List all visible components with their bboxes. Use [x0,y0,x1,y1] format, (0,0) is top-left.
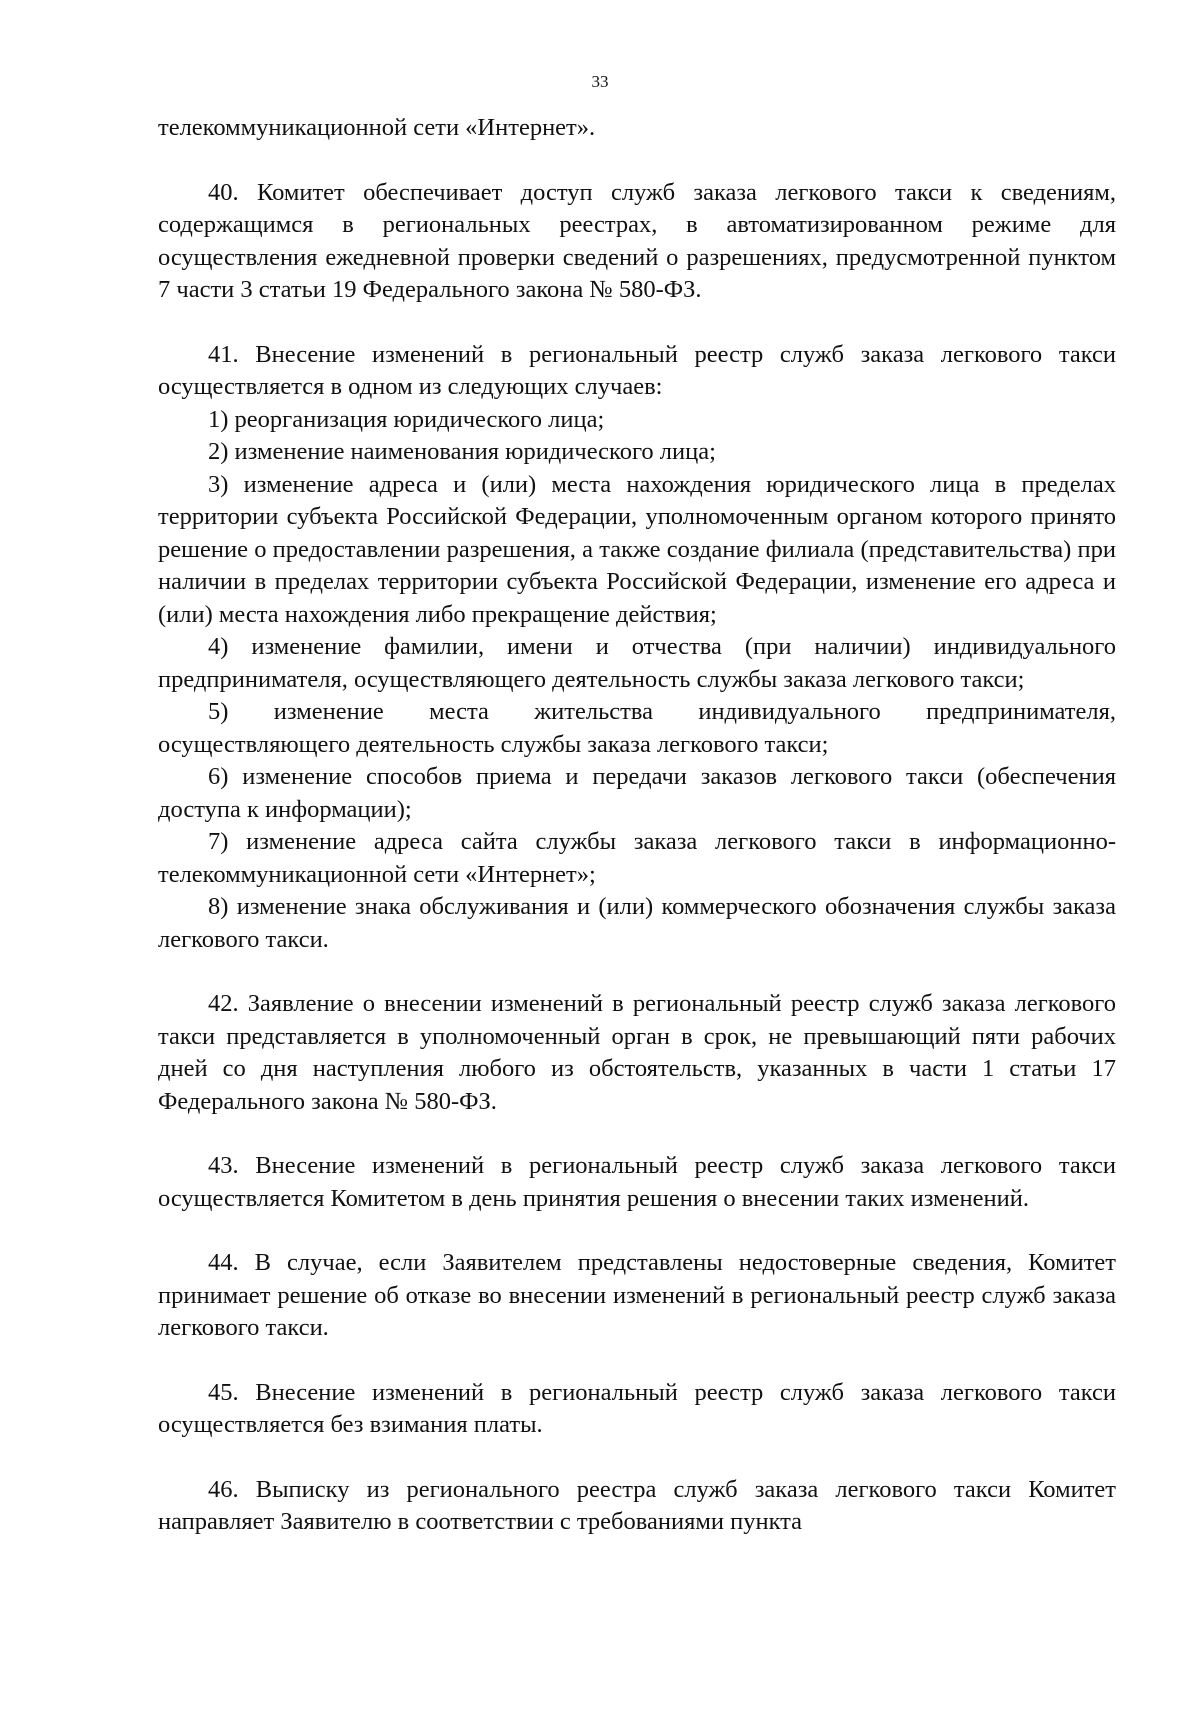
paragraph: 1) реорганизация юридического лица; [208,405,605,433]
paragraph: 8) изменение знака обслуживания и (или) коммерческого обозначения службы заказа легкового такси. [158,893,1116,953]
page-number: 33 [591,72,609,91]
paragraph: 46. Выписку из регионального реестра служб заказа легкового такси Комитет направляет Заявителю в соответствии с требованиями пункта [158,1475,1116,1535]
document-body [158,112,1116,1539]
paragraph: 45. Внесение изменений в региональный реестр служб заказа легкового такси осуществляется без взимания платы. [158,1378,1116,1438]
paragraph: 42. Заявление о внесении изменений в региональный реестр служб заказа легкового такси представляется в уполномоченный орган в срок, не превышающий пяти рабочих дней со дня наступления любого из обстоятельств, указанных в части 1 статьи 17 Федерального закона № 580-ФЗ. [158,990,1116,1115]
paragraph: 2) изменение наименования юридического лица; [208,438,716,465]
paragraph: 5) изменение места жительства индивидуального предпринимателя, осуществляющего деятельность службы заказа легкового такси; [158,698,1116,758]
paragraph: 44. В случае, если Заявителем представлены недостоверные сведения, Комитет принимает решение об отказе во внесении изменений в региональный реестр служб заказа легкового такси. [158,1249,1116,1341]
paragraph: телекоммуникационной сети «Интернет». [158,114,596,141]
paragraph: 3) изменение адреса и (или) места нахождения юридического лица в пределах территории субъекта Российской Федерации, уполномоченным органом которого принято решение о предоставлении разрешения, а также создание филиала (представительства) при наличии в пределах территории субъекта Российской Федерации, изменение его адреса и (или) места нахождения либо прекращение действия; [158,470,1116,628]
paragraph: 43. Внесение изменений в региональный реестр служб заказа легкового такси осуществляется Комитетом в день принятия решения о внесении таких изменений. [158,1152,1116,1212]
paragraph: 4) изменение фамилии, имени и отчества (при наличии) индивидуального предпринимателя, осуществляющего деятельность службы заказа легкового такси; [158,633,1116,693]
paragraph: 7) изменение адреса сайта службы заказа легкового такси в информационно-телекоммуникационной сети «Интернет»; [158,828,1116,888]
paragraph: 41. Внесение изменений в региональный реестр служб заказа легкового такси осуществляется в одном из следующих случаев: [158,340,1116,400]
paragraph: 6) изменение способов приема и передачи заказов легкового такси (обеспечения доступа к информации); [158,763,1116,823]
paragraph: 40. Комитет обеспечивает доступ служб заказа легкового такси к сведениям, содержащимся в региональных реестрах, в автоматизированном режиме для осуществления ежедневной проверки сведений о разрешениях, предусмотренной пунктом 7 части 3 статьи 19 Федерального закона № 580-ФЗ. [158,178,1116,303]
